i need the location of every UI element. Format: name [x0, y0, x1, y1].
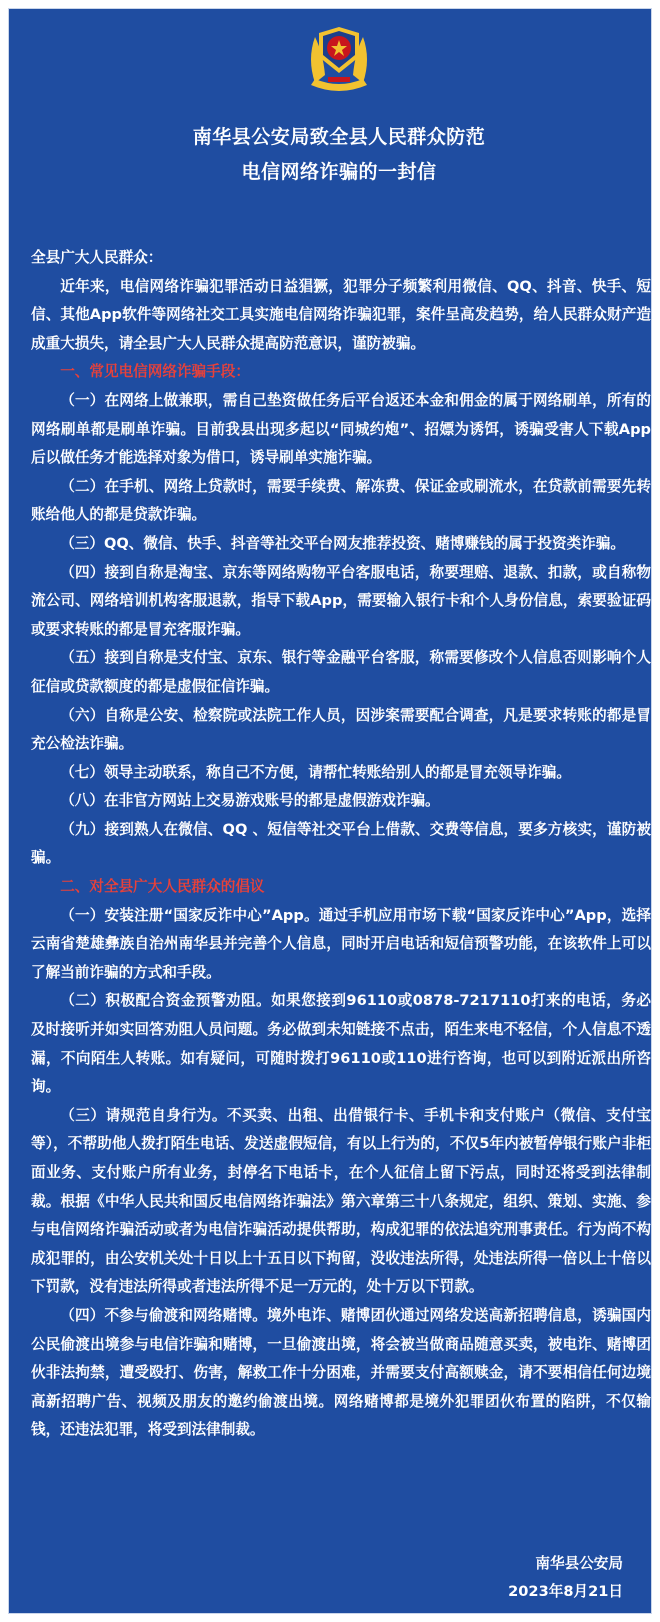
police-emblem-icon	[301, 23, 377, 95]
initiative-item: （四）不参与偷渡和网络赌博。境外电诈、赌博团伙通过网络发送高新招聘信息，诱骗国内公民偷渡出境参与电信诈骗和赌博，一旦偷渡出境，将会被当做商品随意买卖，被电诈、赌博团伙非法拘禁，遭受殴打、伤害，解救工作十分困难，并需要支付高额赎金，请不要相信任何边境高新招聘广告、视频及朋友的邀约偷渡出境。网络赌博都是境外犯罪团伙布置的陷阱，不仅输钱，还违法犯罪，将受到法律制裁。	[31, 1306, 651, 1439]
letter-body	[31, 244, 651, 1445]
fraud-type-item: （九）接到熟人在微信、QQ 、短信等社交平台上借款、交费等信息，要多方核实，谨防被骗。	[31, 820, 651, 867]
intro-paragraph: 近年来，电信网络诈骗犯罪活动日益猖獗，犯罪分子频繁利用微信、QQ、抖音、快手、短信、其他App软件等网络社交工具实施电信网络诈骗犯罪，案件呈高发趋势，给人民群众财产造成重大损失，请全县广大人民群众提高防范意识，谨防被骗。	[31, 277, 651, 352]
signature-block	[508, 1550, 623, 1606]
fraud-type-item: （七）领导主动联系，称自己不方便，请帮忙转账给别人的都是冒充领导诈骗。	[60, 763, 571, 781]
signature-date: 2023年8月21日	[508, 1583, 623, 1600]
fraud-type-item: （八）在非官方网站上交易游戏账号的都是虚假游戏诈骗。	[60, 792, 440, 810]
fraud-type-item: （一）在网络上做兼职，需自己垫资做任务后平台返还本金和佣金的属于网络刷单，所有的网络刷单都是刷单诈骗。目前我县出现多起以“同城约炮”、招嫖为诱饵，诱骗受害人下载App后以做任务才能选择对象为借口，诱导刷单实施诈骗。	[31, 391, 651, 467]
initiative-item: （二）积极配合资金预警劝阻。如果您接到96110或0878-7217110打来的电话，务必及时接听并如实回答劝阻人员问题。务必做到未知链接不点击，陌生来电不轻信，个人信息不透漏，不向陌生人转账。如有疑问，可随时拨打96110或110进行咨询，也可以到附近派出所咨询。	[31, 992, 651, 1096]
fraud-type-item: （二）在手机、网络上贷款时，需要手续费、解冻费、保证金或刷流水，在贷款前需要先转账给他人的都是贷款诈骗。	[31, 477, 651, 524]
initiative-item: （三）请规范自身行为。不买卖、出租、出借银行卡、手机卡和支付账户（微信、支付宝等），不帮助他人拨打陌生电话、发送虚假短信，有以上行为的，不仅5年内被暂停银行账户非柜面业务、支付账户所有业务，封停名下电话卡，在个人征信上留下污点，同时还将受到法律制裁。根据《中华人民共和国反电信网络诈骗法》第六章第三十八条规定，组织、策划、实施、参与电信网络诈骗活动或者为电信诈骗活动提供帮助，构成犯罪的依法追究刑事责任。行为尚不构成犯罪的，由公安机关处十日以上十五日以下拘留，没收违法所得，处违法所得一倍以上十倍以下罚款，没有违法所得或者违法所得不足一万元的，处十万以下罚款。	[31, 1106, 651, 1296]
letter-title-line-1: 南华县公安局致全县人民群众防范	[192, 126, 486, 148]
fraud-type-item: （五）接到自称是支付宝、京东、银行等金融平台客服，称需要修改个人信息否则影响个人征信或贷款额度的都是虚假征信诈骗。	[31, 649, 651, 695]
salutation: 全县广大人民群众：	[31, 249, 163, 266]
letter-panel	[8, 8, 652, 1614]
fraud-type-item: （六）自称是公安、检察院或法院工作人员，因涉案需要配合调查，凡是要求转账的都是冒充公检法诈骗。	[31, 706, 651, 753]
initiative-item: （一）安装注册“国家反诈中心”App。通过手机应用市场下载“国家反诈中心”App，选择云南省楚雄彝族自治州南华县并完善个人信息，同时开启电话和短信预警功能，在该软件上可以了解当前诈骗的方式和手段。	[31, 906, 651, 981]
fraud-type-item: （三）QQ、微信、快手、抖音等社交平台网友推荐投资、赌博赚钱的属于投资类诈骗。	[60, 534, 625, 552]
section-1-heading: 一、常见电信网络诈骗手段：	[60, 363, 250, 381]
section-2-heading: 二、对全县广大人民群众的倡议	[60, 878, 265, 896]
signature-issuer: 南华县公安局	[535, 1555, 623, 1572]
fraud-type-item: （四）接到自称是淘宝、京东等网络购物平台客服电话，称要理赔、退款、扣款，或自称物流公司、网络培训机构客服退款，指导下载App，需要输入银行卡和个人身份信息，索要验证码或要求转账的都是冒充客服诈骗。	[31, 563, 651, 638]
letter-title-line-2: 电信网络诈骗的一封信	[241, 161, 437, 183]
